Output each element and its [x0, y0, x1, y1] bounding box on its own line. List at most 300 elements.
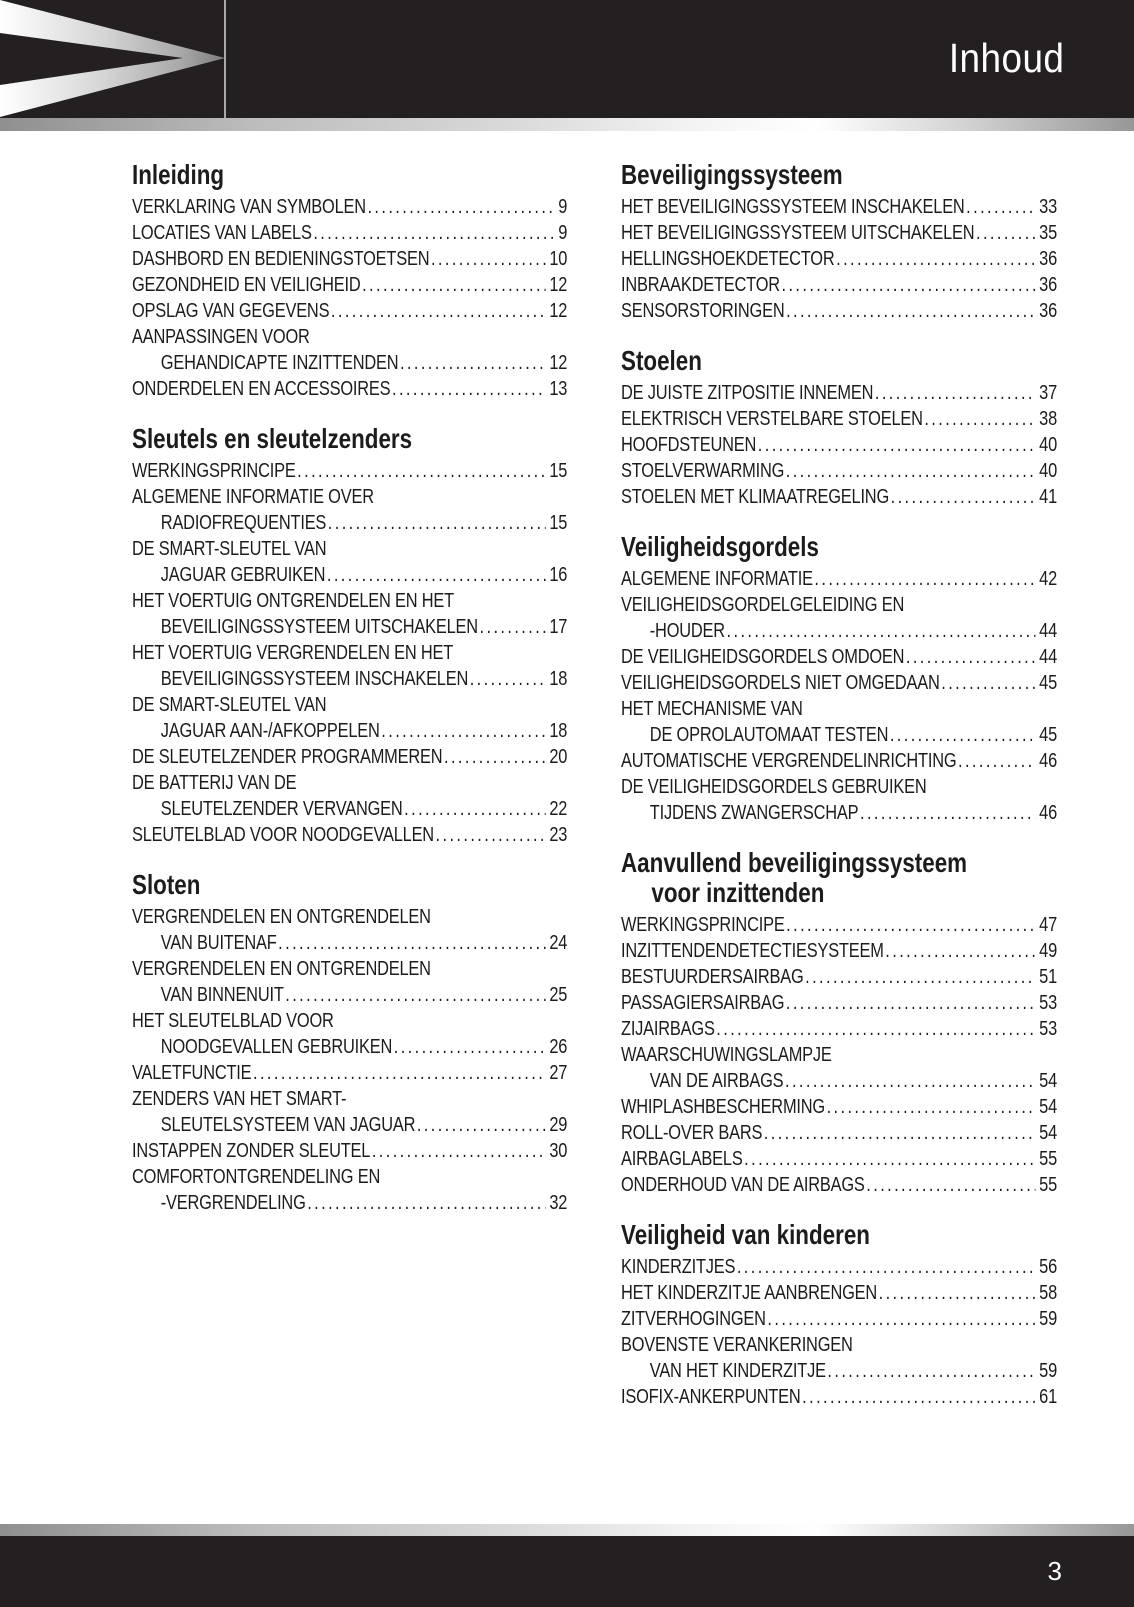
page-number: 35: [1039, 221, 1057, 244]
page-number: 12: [549, 273, 568, 296]
section-heading: [621, 532, 1057, 562]
toc-entry: [621, 1146, 1057, 1172]
page-number: 12: [549, 351, 568, 374]
toc-entry-line: [132, 1060, 567, 1086]
page-number: 40: [1039, 433, 1057, 456]
toc-entry-line: [621, 1068, 1057, 1094]
toc-entry-line: [621, 1042, 1057, 1068]
toc-entry-line: [621, 194, 1057, 220]
toc-entry-line: [621, 1146, 1057, 1172]
toc-entry-title: HET VOERTUIG ONTGRENDELEN EN HET: [132, 589, 454, 612]
toc-entry-title: VAN HET KINDERZITJE: [649, 1359, 826, 1382]
toc-entry-line: [621, 432, 1057, 458]
dot-leader: [958, 748, 1035, 774]
section-heading-line: voor inzittenden: [651, 877, 825, 908]
page-title: Inhoud: [948, 35, 1064, 81]
page-number: 59: [1039, 1359, 1057, 1382]
page-number: 24: [549, 931, 568, 954]
toc-entry-line: [132, 298, 567, 324]
dot-leader: [470, 666, 546, 692]
toc-entry-title: ZIJAIRBAGS: [621, 1017, 715, 1040]
page-number: 16: [549, 563, 568, 586]
dot-leader: [744, 1146, 1035, 1172]
toc-entry: [621, 644, 1057, 670]
dot-leader: [786, 990, 1035, 1016]
toc-entry: [132, 640, 567, 692]
toc-entry-line: [621, 1384, 1057, 1410]
toc-entry-line: [132, 666, 567, 692]
toc-entry-title: TIJDENS ZWANGERSCHAP: [649, 801, 859, 824]
toc-section: [621, 1220, 1057, 1410]
page-number: 42: [1039, 567, 1057, 590]
dot-leader: [891, 484, 1036, 510]
toc-section: [132, 424, 567, 848]
toc-entry-title: COMFORTONTGRENDELING EN: [132, 1165, 381, 1188]
toc-entry-title: VEILIGHEIDSGORDELS NIET OMGEDAAN: [621, 671, 940, 694]
toc-entry-title: HET SLEUTELBLAD VOOR: [132, 1009, 334, 1032]
toc-entry-title: AANPASSINGEN VOOR: [132, 325, 310, 348]
toc-entry-title: NOODGEVALLEN GEBRUIKEN: [160, 1035, 393, 1058]
section-heading-line: Veiligheidsgordels: [621, 531, 819, 562]
page-number: 53: [1039, 1017, 1057, 1040]
toc-entry-line: [621, 748, 1057, 774]
toc-entry: [132, 458, 567, 484]
toc-entry-line: [621, 1280, 1057, 1306]
toc-entry-line: [621, 298, 1057, 324]
toc-entry: [132, 272, 567, 298]
toc-entry: [132, 1060, 567, 1086]
dot-leader: [941, 670, 1035, 696]
toc-entry-line: [621, 458, 1057, 484]
page-number: 25: [549, 983, 568, 1006]
toc-entry-line: [132, 458, 567, 484]
toc-entry-line: [621, 1120, 1057, 1146]
page-number: 26: [549, 1035, 568, 1058]
toc-entry-line: [621, 1172, 1057, 1198]
toc-entry-title: AIRBAGLABELS: [621, 1147, 743, 1170]
page-number: 59: [1039, 1307, 1057, 1330]
dot-leader: [758, 432, 1035, 458]
page-number: 29: [549, 1113, 568, 1136]
toc-entry-line: [132, 484, 567, 510]
toc-entry-line: [621, 1358, 1057, 1384]
page-number: 49: [1039, 939, 1057, 962]
toc-entry-title: HOOFDSTEUNEN: [621, 433, 757, 456]
toc-entry-line: [621, 774, 1057, 800]
page-number: 61: [1039, 1385, 1057, 1408]
dot-leader: [480, 614, 546, 640]
toc-entry: [132, 324, 567, 376]
dot-leader: [313, 220, 554, 246]
dot-leader: [890, 722, 1035, 748]
toc-entry-line: [621, 696, 1057, 722]
toc-entry-title: BEVEILIGINGSSYSTEEM INSCHAKELEN: [160, 667, 469, 690]
toc-entry: [621, 1332, 1057, 1384]
toc-entry: [132, 744, 567, 770]
page-number: 47: [1039, 913, 1057, 936]
toc-entry-title: VAN DE AIRBAGS: [649, 1069, 784, 1092]
page-number: 17: [549, 615, 568, 638]
toc-entry: [132, 1164, 567, 1216]
toc-entry-title: RADIOFREQUENTIES: [160, 511, 327, 534]
toc-entry: [621, 990, 1057, 1016]
toc-entry-title: WERKINGSPRINCIPE: [132, 459, 296, 482]
page-number: 32: [549, 1191, 568, 1214]
page-number: 40: [1039, 459, 1057, 482]
toc-entry: [132, 246, 567, 272]
toc-entry-line: [132, 1008, 567, 1034]
page-number: 33: [1039, 195, 1057, 218]
toc-entry-title: VEILIGHEIDSGORDELGELEIDING EN: [621, 593, 905, 616]
toc-entry-title: SLEUTELBLAD VOOR NOODGEVALLEN: [132, 823, 434, 846]
toc-entry: [621, 964, 1057, 990]
toc-entry-line: [621, 1016, 1057, 1042]
toc-entry-title: STOELVERWARMING: [621, 459, 785, 482]
metallic-strip-bottom: [0, 1524, 1134, 1536]
toc-entry: [132, 1138, 567, 1164]
page-number: 56: [1039, 1255, 1057, 1278]
dot-leader: [431, 246, 545, 272]
dot-leader: [417, 1112, 546, 1138]
toc-entry-title: DE SMART-SLEUTEL VAN: [132, 537, 327, 560]
toc-entry: [132, 536, 567, 588]
section-heading-line: Stoelen: [621, 345, 702, 376]
page-number: 45: [1039, 671, 1057, 694]
toc-entry-line: [621, 912, 1057, 938]
dot-leader: [436, 822, 546, 848]
toc-entry: [621, 1120, 1057, 1146]
toc-entry: [132, 194, 567, 220]
toc-entry-line: [621, 964, 1057, 990]
toc-entry-title: GEHANDICAPTE INZITTENDEN: [160, 351, 399, 374]
dot-leader: [782, 272, 1036, 298]
toc-entry: [132, 692, 567, 744]
page-number: 46: [1039, 749, 1057, 772]
dot-leader: [278, 930, 545, 956]
toc-entry: [621, 774, 1057, 826]
toc-entry-title: ZENDERS VAN HET SMART-: [132, 1087, 347, 1110]
toc-entry-line: [621, 722, 1057, 748]
toc-entry-line: [132, 510, 567, 536]
toc-entry-title: ROLL-OVER BARS: [621, 1121, 763, 1144]
section-heading-line: Inleiding: [132, 159, 225, 190]
section-heading-line: Sleutels en sleutelzenders: [132, 423, 413, 454]
toc-entry-line: [621, 566, 1057, 592]
toc-entry: [132, 1008, 567, 1060]
section-heading: [132, 870, 567, 900]
toc-entry-line: [621, 1306, 1057, 1332]
toc-entry-line: [132, 588, 567, 614]
toc-entry-title: SLEUTELSYSTEEM VAN JAGUAR: [160, 1113, 416, 1136]
toc-entry-line: [132, 744, 567, 770]
toc-entry-line: [132, 1190, 567, 1216]
section-heading: [621, 160, 1057, 190]
toc-entry-line: [621, 644, 1057, 670]
toc-entry: [621, 406, 1057, 432]
toc-entry: [621, 194, 1057, 220]
toc-entry-title: AUTOMATISCHE VERGRENDELINRICHTING: [621, 749, 957, 772]
toc-entry: [132, 956, 567, 1008]
dot-leader: [885, 938, 1035, 964]
page-header: [0, 0, 1134, 118]
toc-entry: [621, 696, 1057, 748]
page-number: 18: [549, 667, 568, 690]
toc-entry: [621, 592, 1057, 644]
page-number: 51: [1039, 965, 1057, 988]
toc-entry-title: VERGRENDELEN EN ONTGRENDELEN: [132, 905, 431, 928]
toc-entry-line: [132, 640, 567, 666]
toc-entry-line: [132, 194, 567, 220]
page-number: 15: [549, 511, 568, 534]
toc-entry: [132, 298, 567, 324]
section-heading: [621, 1220, 1057, 1250]
dot-leader: [786, 458, 1035, 484]
toc-entry-title: HET BEVEILIGINGSSYSTEEM UITSCHAKELEN: [621, 221, 975, 244]
page-number: 44: [1039, 619, 1057, 642]
toc-section: [621, 848, 1057, 1198]
toc-entry-title: ONDERHOUD VAN DE AIRBAGS: [621, 1173, 865, 1196]
toc-entry: [621, 1094, 1057, 1120]
dot-leader: [327, 562, 545, 588]
dot-leader: [827, 1094, 1036, 1120]
toc-entry-line: [132, 562, 567, 588]
toc-entry: [621, 272, 1057, 298]
dot-leader: [400, 350, 545, 376]
toc-entry: [621, 1016, 1057, 1042]
toc-entry: [132, 588, 567, 640]
page-number: 58: [1039, 1281, 1057, 1304]
toc-entry-line: [132, 376, 567, 402]
toc-entry-title: ALGEMENE INFORMATIE OVER: [132, 485, 374, 508]
toc-entry-line: [132, 692, 567, 718]
toc-entry-line: [132, 536, 567, 562]
toc-entry-line: [621, 220, 1057, 246]
toc-entry-line: [132, 982, 567, 1008]
page-footer: [0, 1536, 1134, 1607]
section-heading-line: Sloten: [132, 869, 201, 900]
toc-entry: [132, 376, 567, 402]
toc-entry-line: [621, 484, 1057, 510]
toc-section: [621, 346, 1057, 510]
toc-entry-line: [621, 406, 1057, 432]
dot-leader: [805, 964, 1035, 990]
page-number: 44: [1039, 645, 1057, 668]
page-number: 15: [549, 459, 568, 482]
toc-entry-title: DE SMART-SLEUTEL VAN: [132, 693, 327, 716]
toc-entry: [132, 484, 567, 536]
dot-leader: [404, 796, 545, 822]
toc-entry-line: [132, 1034, 567, 1060]
page-number: 9: [558, 221, 568, 244]
dot-leader: [381, 718, 545, 744]
toc-entry-line: [132, 1086, 567, 1112]
toc-entry-line: [132, 220, 567, 246]
toc-entry-line: [132, 1138, 567, 1164]
dot-leader: [785, 1068, 1035, 1094]
toc-entry-line: [621, 990, 1057, 1016]
toc-entry-title: GEZONDHEID EN VEILIGHEID: [132, 273, 361, 296]
header-divider-line: [224, 0, 226, 118]
dot-leader: [444, 744, 545, 770]
dot-leader: [285, 982, 545, 1008]
page-number: 54: [1039, 1121, 1057, 1144]
dot-leader: [727, 618, 1036, 644]
toc-entry-title: ISOFIX-ANKERPUNTEN: [621, 1385, 801, 1408]
toc-entry: [132, 822, 567, 848]
toc-entry-title: HET VOERTUIG VERGRENDELEN EN HET: [132, 641, 454, 664]
page-number: 27: [549, 1061, 568, 1084]
toc-entry: [621, 432, 1057, 458]
dot-leader: [976, 220, 1035, 246]
dot-leader: [879, 1280, 1036, 1306]
toc-entry-title: DE SLEUTELZENDER PROGRAMMEREN: [132, 745, 443, 768]
dot-leader: [297, 458, 545, 484]
toc-entry-title: DE OPROLAUTOMAAT TESTEN: [649, 723, 889, 746]
toc-entry-title: BESTUURDERSAIRBAG: [621, 965, 804, 988]
toc-entry: [621, 246, 1057, 272]
toc-entry-line: [621, 800, 1057, 826]
toc-entry-line: [621, 618, 1057, 644]
toc-entry-title: DE JUISTE ZITPOSITIE INNEMEN: [621, 381, 874, 404]
dot-leader: [367, 194, 554, 220]
toc-entry: [621, 670, 1057, 696]
toc-entry: [132, 1086, 567, 1138]
page-number: 53: [1039, 991, 1057, 1014]
page-number: 10: [549, 247, 568, 270]
toc-entry-title: HET MECHANISME VAN: [621, 697, 803, 720]
toc-entry-line: [621, 1094, 1057, 1120]
page-number: 22: [549, 797, 568, 820]
toc-entry-line: [132, 718, 567, 744]
toc-entry-title: SLEUTELZENDER VERVANGEN: [160, 797, 403, 820]
toc-entry: [621, 1384, 1057, 1410]
toc-entry-title: BEVEILIGINGSSYSTEEM UITSCHAKELEN: [160, 615, 478, 638]
page-number: 36: [1039, 299, 1057, 322]
toc-entry-title: WAARSCHUWINGSLAMPJE: [621, 1043, 832, 1066]
toc-entry-title: SENSORSTORINGEN: [621, 299, 785, 322]
dot-leader: [814, 566, 1035, 592]
dot-leader: [802, 1384, 1035, 1410]
toc-entry-line: [132, 930, 567, 956]
dot-leader: [836, 246, 1035, 272]
toc-entry-line: [132, 272, 567, 298]
toc-entry-title: -HOUDER: [649, 619, 725, 642]
toc-entry-title: KINDERZITJES: [621, 1255, 736, 1278]
toc-entry-title: HET BEVEILIGINGSSYSTEEM INSCHAKELEN: [621, 195, 965, 218]
dot-leader: [764, 1120, 1035, 1146]
page-number: 23: [549, 823, 568, 846]
metallic-strip-top: [0, 118, 1134, 131]
toc-entry-title: INSTAPPEN ZONDER SLEUTEL: [132, 1139, 371, 1162]
dot-leader: [827, 1358, 1035, 1384]
dot-leader: [966, 194, 1035, 220]
toc-entry-line: [132, 796, 567, 822]
toc-entry-title: INZITTENDENDETECTIESYSTEEM: [621, 939, 884, 962]
toc-entry-line: [621, 670, 1057, 696]
toc-entry-title: BOVENSTE VERANKERINGEN: [621, 1333, 853, 1356]
toc-section: [132, 160, 567, 402]
toc-column-right: [621, 160, 1057, 1410]
page-number: 55: [1039, 1147, 1057, 1170]
toc-entry: [132, 770, 567, 822]
toc-entry: [621, 458, 1057, 484]
toc-entry-line: [132, 246, 567, 272]
toc-entry-line: [132, 614, 567, 640]
page-number: 20: [549, 745, 568, 768]
toc-entry-title: WHIPLASHBESCHERMING: [621, 1095, 825, 1118]
dot-leader: [307, 1190, 545, 1216]
section-heading: [132, 424, 567, 454]
toc-entry: [132, 220, 567, 246]
section-heading: [132, 160, 567, 190]
section-heading-line: Beveiligingssysteem: [621, 159, 843, 190]
toc-entry-title: DE VEILIGHEIDSGORDELS GEBRUIKEN: [621, 775, 927, 798]
toc-entry: [621, 380, 1057, 406]
page-number: 45: [1039, 723, 1057, 746]
toc-entry-line: [621, 246, 1057, 272]
dot-leader: [372, 1138, 546, 1164]
toc-entry-title: VALETFUNCTIE: [132, 1061, 252, 1084]
page-number: 9: [558, 195, 568, 218]
dot-leader: [737, 1254, 1035, 1280]
toc-entry: [621, 748, 1057, 774]
toc-entry: [621, 1042, 1057, 1094]
page-number: 12: [549, 299, 568, 322]
toc-column-left: [132, 160, 567, 1216]
toc-entry-line: [132, 1164, 567, 1190]
toc-entry-title: WERKINGSPRINCIPE: [621, 913, 785, 936]
toc-entry-line: [132, 822, 567, 848]
toc-entry-title: DE BATTERIJ VAN DE: [132, 771, 297, 794]
toc-entry-title: HET KINDERZITJE AANBRENGEN: [621, 1281, 878, 1304]
toc-entry-line: [621, 938, 1057, 964]
page-number: 46: [1039, 801, 1057, 824]
dot-leader: [328, 510, 546, 536]
dot-leader: [866, 1172, 1035, 1198]
toc-entry-line: [621, 272, 1057, 298]
toc-entry: [621, 220, 1057, 246]
toc-entry: [621, 938, 1057, 964]
section-heading-line: Aanvullend beveiligingssysteem: [621, 847, 968, 878]
toc-entry-title: VERGRENDELEN EN ONTGRENDELEN: [132, 957, 431, 980]
toc-entry-line: [132, 350, 567, 376]
toc-entry: [621, 484, 1057, 510]
toc-entry-title: STOELEN MET KLIMAATREGELING: [621, 485, 890, 508]
toc-entry-title: ZITVERHOGINGEN: [621, 1307, 766, 1330]
dot-leader: [392, 376, 545, 402]
dot-leader: [924, 406, 1035, 432]
toc-entry-title: ALGEMENE INFORMATIE: [621, 567, 813, 590]
dot-leader: [786, 912, 1035, 938]
dot-leader: [253, 1060, 545, 1086]
page-number: 54: [1039, 1095, 1057, 1118]
section-heading: [621, 346, 1057, 376]
dot-leader: [860, 800, 1035, 826]
dot-leader: [786, 298, 1035, 324]
footer-page-number: 3: [1047, 1556, 1062, 1586]
toc-entry: [621, 1280, 1057, 1306]
toc-entry-title: INBRAAKDETECTOR: [621, 273, 780, 296]
toc-entry-title: ONDERDELEN EN ACCESSOIRES: [132, 377, 391, 400]
section-heading: [621, 848, 1057, 908]
toc-entry-title: VAN BUITENAF: [160, 931, 277, 954]
page-number: 36: [1039, 247, 1057, 270]
page-number: 38: [1039, 407, 1057, 430]
page-number: 13: [549, 377, 568, 400]
toc-entry: [621, 1172, 1057, 1198]
toc-entry: [621, 912, 1057, 938]
toc-entry: [621, 298, 1057, 324]
